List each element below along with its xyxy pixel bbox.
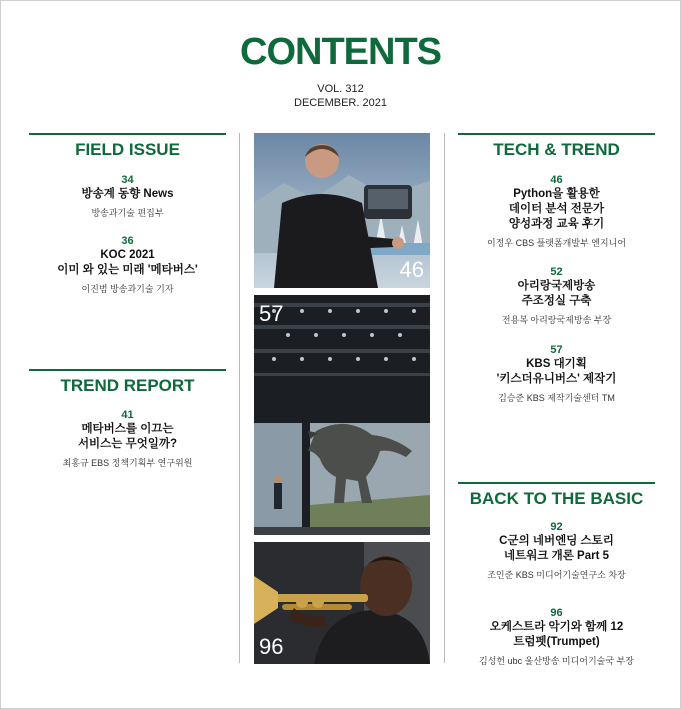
- entry-page-number: 46: [550, 174, 563, 186]
- entry-title-line: 방송계 동향 News: [81, 188, 174, 200]
- entry-title-line: Python을 활용한: [513, 188, 600, 200]
- section-heading-field-issue: FIELD ISSUE: [29, 133, 226, 160]
- page-title: CONTENTS: [240, 31, 441, 73]
- toc-entry[interactable]: [458, 265, 655, 327]
- toc-entry[interactable]: [29, 234, 226, 296]
- entry-title-line: 트럼펫(Trumpet): [513, 636, 600, 648]
- entry-byline: 조인준 KBS 미디어기술연구소 차장: [487, 570, 626, 580]
- toc-entry[interactable]: [458, 520, 655, 582]
- photo-metaverse-presenter[interactable]: [254, 133, 430, 288]
- issue-info: [1, 82, 680, 110]
- entry-byline: 전용복 아리랑국제방송 부장: [501, 315, 612, 325]
- toc-entry[interactable]: [458, 606, 655, 668]
- entry-page-number: 96: [550, 607, 563, 619]
- entry-title-line: 양성과정 교육 후기: [508, 218, 605, 230]
- photo-page-number: 57: [259, 301, 284, 326]
- entry-byline: 김승준 KBS 제작기술센터 TM: [498, 393, 615, 403]
- photo-trumpet-player[interactable]: [254, 542, 430, 664]
- entry-title-line: 네트워크 개론 Part 5: [503, 550, 609, 562]
- column-divider-left: [239, 133, 240, 663]
- entry-byline: 이진범 방송과기술 기자: [81, 284, 174, 294]
- volume-number: VOL. 312: [317, 83, 364, 95]
- entry-page-number: 34: [121, 174, 134, 186]
- entry-byline: 이정우 CBS 플랫폼개발부 엔지니어: [486, 238, 627, 248]
- entry-page-number: 92: [550, 521, 563, 533]
- toc-entry[interactable]: [458, 173, 655, 250]
- entry-title-line: 아리랑국제방송: [517, 280, 596, 292]
- section-heading-tech-trend: TECH & TREND: [458, 133, 655, 160]
- column-divider-right: [444, 133, 445, 663]
- toc-entry[interactable]: [29, 408, 226, 470]
- entry-page-number: 57: [550, 344, 563, 356]
- section-heading-back-to-the-basic: BACK TO THE BASIC: [458, 482, 655, 509]
- entry-byline: 방송과기술 편집부: [91, 208, 164, 218]
- toc-entry[interactable]: [458, 343, 655, 405]
- toc-entry[interactable]: [29, 173, 226, 220]
- entry-page-number: 52: [550, 266, 563, 278]
- entry-title-line: 데이터 분석 전문가: [508, 203, 605, 215]
- entry-title-line: 이미 와 있는 미래 '메타버스': [57, 264, 198, 276]
- entry-title-line: 메타버스를 이끄는: [81, 423, 174, 435]
- entry-title-line: 서비스는 무엇일까?: [77, 438, 178, 450]
- entry-page-number: 36: [121, 235, 134, 247]
- entry-title-line: 주조정실 구축: [521, 295, 592, 307]
- entry-title-line: C군의 네버엔딩 스토리: [499, 535, 614, 547]
- photo-page-number: 96: [259, 634, 284, 659]
- entry-byline: 최홍규 EBS 정책기획부 연구위원: [62, 458, 193, 468]
- entry-title-line: '키스더유니버스' 제작기: [496, 373, 617, 385]
- entry-title-line: KOC 2021: [100, 249, 155, 261]
- entry-title-line: 오케스트라 악기와 함께 12: [489, 621, 624, 633]
- entry-page-number: 41: [121, 409, 134, 421]
- section-heading-trend-report: TREND REPORT: [29, 369, 226, 396]
- entry-title-line: KBS 대기획: [526, 358, 587, 370]
- photo-dinosaur-studio[interactable]: [254, 295, 430, 535]
- entry-byline: 김성헌 ubc 울산방송 미디어기술국 부장: [479, 656, 634, 666]
- photo-page-number: 46: [399, 257, 424, 282]
- dinosaur-studio-illustration: [254, 295, 430, 535]
- issue-date: DECEMBER. 2021: [294, 97, 387, 109]
